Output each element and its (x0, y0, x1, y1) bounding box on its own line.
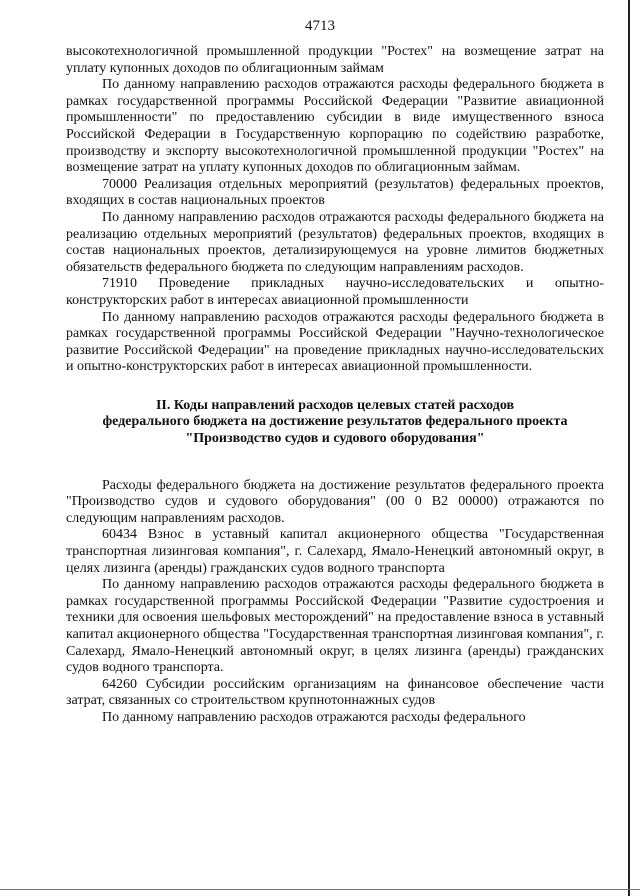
paragraph: Расходы федерального бюджета на достижение результатов федерального проекта "Производство судов и судового оборудования" (00 0 В2 00000) отражаются по следующим направлениям расходов. (66, 477, 604, 526)
section-heading-line: II. Коды направлений расходов целевых статей расходов (155, 397, 515, 413)
scan-edge-bottom (0, 889, 640, 890)
section-heading (66, 398, 604, 448)
paragraph-code-71910: 71910 Проведение прикладных научно-исследовательских и опытно-конструкторских работ в интересах авиационной промышленности (66, 276, 604, 308)
paragraph: По данному направлению расходов отражаются расходы федерального бюджета в рамках государственной программы Российской Федерации "Развитие авиационной промышленности" по предоставлению субсидии в виде имущественного взноса Российской Федерации в Государственную корпорацию по содействию разработке, производству и экспорту высокотехнологичной промышленной продукции "Ростех" на возмещение затрат на уплату купонных доходов по облигационным займам. (66, 77, 604, 176)
document-body (66, 44, 604, 727)
paragraph-code-70000: 70000 Реализация отдельных мероприятий (результатов) федеральных проектов, входящих в состав национальных проектов (66, 176, 604, 209)
page-number: 4713 (305, 18, 335, 34)
scan-edge-right (628, 0, 630, 896)
paragraph: По данному направлению расходов отражаются расходы федерального бюджета в рамках государственной программы Российской Федерации "Развитие судостроения и техники для освоения шельфовых месторождений" на предоставление взноса в уставный капитал акционерного общества "Государственная транспортная лизинговая компания", г. Салехард, Ямало-Ненецкий автономный округ, в целях лизинга (аренды) гражданских судов водного транспорта. (66, 577, 604, 676)
paragraph-continuation: высокотехнологичной промышленной продукции "Ростех" на возмещение затрат на уплату купонных доходов по облигационным займам (66, 44, 604, 76)
paragraph-code-64260: 64260 Субсидии российским организациям на финансовое обеспечение части затрат, связанных со строительством крупнотоннажных судов (66, 676, 604, 709)
paragraph: По данному направлению расходов отражаются расходы федерального бюджета в рамках государственной программы Российской Федерации "Научно-технологическое развитие Российской Федерации" на проведение прикладных научно-исследовательских и опытно-конструкторских работ в интересах авиационной промышленности. (66, 309, 604, 375)
paragraph-code-60434: 60434 Взнос в уставный капитал акционерного общества "Государственная транспортная лизинговая компания", г. Салехард, Ямало-Ненецкий автономный округ, в целях лизинга (аренды) гражданских судов водного транспорта (66, 527, 604, 576)
section-heading-line: федерального бюджета на достижение результатов федерального проекта (102, 414, 568, 430)
paragraph: По данному направлению расходов отражаются расходы федерального (102, 709, 526, 725)
paragraph: По данному направлению расходов отражаются расходы федерального бюджета на реализацию отдельных мероприятий (результатов) федеральных проектов, входящих в состав национальных проектов, детализирующемуся на уровне лимитов бюджетных обязательств федерального бюджета по следующим направлениям расходов. (66, 209, 604, 275)
section-heading-line: "Производство судов и судового оборудования" (185, 431, 485, 447)
